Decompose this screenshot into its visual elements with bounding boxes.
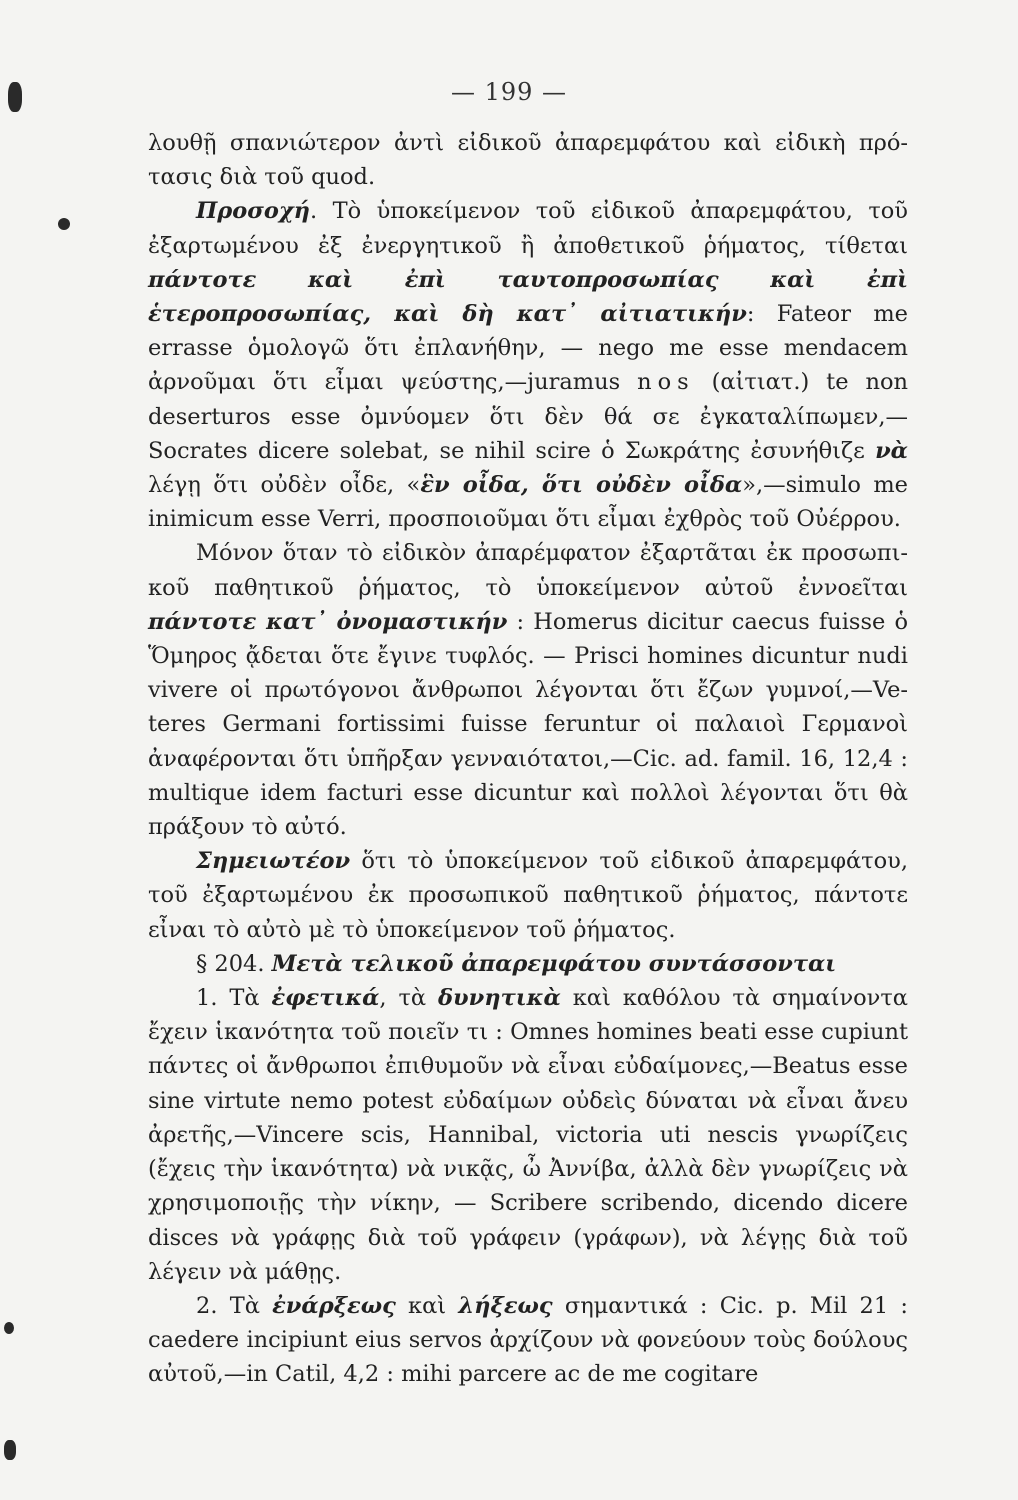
text-run: λέγῃ ὅτι οὐδὲν οἶδε, « (148, 472, 421, 499)
paragraph (148, 536, 908, 844)
text-run: : Homerus dicitur caecus fuisse ὁ Ὅμηρος ᾄδεται ὅτε ἔγινε τυφλός. — Prisci homines dicuntur nudi vivere οἱ πρωτόγονοι ἄνθρωποι λέγονται ὅτι ἔζων γυμνοί,—Veteres Germani fortissimi fuisse feruntur οἱ παλαιοὶ Γερμανοὶ ἀναφέρονται ὅτι ὑπῆρξαν γενναιότατοι,—Cic. ad. famil. 16, 12,4 : multique idem facturi esse dicuntur καὶ πολλοὶ λέγονται ὅτι θὰ πράξουν τὸ αὐτό. (148, 608, 908, 841)
page-number: — 199 — (450, 78, 568, 106)
scan-mark (4, 1322, 14, 1334)
scan-mark (8, 82, 22, 112)
paragraph (148, 1289, 908, 1392)
emphasis-text: Σημειωτέον (196, 848, 351, 875)
text-run: : Fateor me errasse ὁμολογῶ ὅτι ἐπλανήθην, — nego me esse mendacem ἀρνοῦμαι ὅτι εἶμαι ψεύστης,—juramus (148, 301, 909, 396)
text-run: Μόνον ὅταν τὸ εἰδικὸν ἀπαρέμφατον ἐξαρτᾶται ἐκ προσωπικοῦ παθητικοῦ ῥήματος, τὸ ὑποκείμενον αὐτοῦ ἐννοεῖται (148, 540, 908, 601)
paragraph (148, 947, 908, 981)
text-run: λουθῇ σπανιώτερον ἀντὶ εἰδικοῦ ἀπαρεμφάτου καὶ εἰδικὴ πρότασις διὰ τοῦ quod. (148, 130, 908, 191)
emphasis-text: πάντοτε κατ᾿ ὀνομαστικήν (148, 608, 508, 635)
emphasis-text: δυνητικὰ (438, 985, 561, 1012)
emphasis-text: λήξεως (458, 1292, 553, 1319)
emphasis-text: Μετὰ τελικοῦ ἀπαρεμφάτου συντάσσονται (271, 950, 837, 977)
text-run: . Τὸ ὑποκείμενον τοῦ εἰδικοῦ ἀπαρεμφάτου, τοῦ ἐξαρτωμένου ἐξ ἐνεργητικοῦ ἢ ἀποθετικοῦ ῥήματος, τίθεται (148, 198, 908, 259)
text-run: nos (637, 369, 695, 396)
emphasis-text: Προσοχή (196, 198, 310, 225)
paragraph (148, 194, 908, 536)
text-run: 2. Τὰ (196, 1292, 273, 1319)
emphasis-text: ἓν οἶδα, ὅτι οὐδὲν οἶδα (420, 472, 743, 499)
text-run: § 204. (196, 950, 272, 977)
paragraph (148, 844, 908, 947)
emphasis-text: ἐφετικά (271, 985, 380, 1012)
emphasis-text: πάντοτε καὶ ἐπὶ ταυτοπροσωπίας καὶ ἐπὶ ἑτεροπροσωπίας, καὶ δὴ κατ᾿ αἰτιατικήν (148, 266, 908, 328)
text-run: »,—simulo me inimicum esse Verri, προσποιοῦμαι ὅτι εἶμαι ἐχθρὸς τοῦ Οὐέρρου. (148, 472, 908, 533)
text-run: ὅτι τὸ ὑποκείμενον τοῦ εἰδικοῦ ἀπαρεμφάτου, τοῦ ἐξαρτωμένου ἐκ προσωπικοῦ παθητικοῦ ῥήματος, πάντοτε εἶναι τὸ αὐτὸ μὲ τὸ ὑποκείμενον τοῦ ῥήματος. (148, 848, 908, 943)
paragraph (148, 126, 908, 194)
text-run: σημαντικά : Cic. p. Mil 21 : caedere incipiunt eius servos ἀρχίζουν νὰ φονεύουν τοὺς δούλους αὐτοῦ,—in Catil, 4,2 : mihi parcere ac de me cogitare (148, 1292, 908, 1388)
emphasis-text: ἐνάρξεως (272, 1292, 396, 1319)
emphasis-text: νὰ (875, 437, 908, 464)
body-text (148, 126, 908, 1392)
paragraph (148, 981, 908, 1289)
text-run: (αἰτιατ.) te non deserturos esse ὀμνύομεν ὅτι δὲν θά σε ἐγκαταλίπωμεν,—Socrates dicere solebat, se nihil scire ὁ Σωκράτης ἐσυνήθιζε (148, 369, 908, 464)
text-run: 1. Τὰ (196, 985, 272, 1012)
scan-mark (58, 218, 70, 230)
text-run: καὶ καθόλου τὰ σημαίνοντα ἔχειν ἱκανότητα τοῦ ποιεῖν τι : Omnes homines beati esse cupiunt πάντες οἱ ἄνθρωποι ἐπιθυμοῦν νὰ εἶναι εὐδαίμονες,—Beatus esse sine virtute nemo potest εὐδαίμων οὐδεὶς δύναται νὰ εἶναι ἄνευ ἀρετῆς,—Vincere scis, Hannibal, victoria uti nescis γνωρίζεις (ἔχεις τὴν ἱκανότητα) νὰ νικᾷς, ὦ Ἀννίβα, ἀλλὰ δὲν γνωρίζεις νὰ χρησιμοποιῇς τὴν νίκην, — Scribere scribendo, dicendo dicere disces νὰ γράφῃς διὰ τοῦ γράφειν (γράφων), νὰ λέγῃς διὰ τοῦ λέγειν νὰ μάθῃς. (148, 985, 908, 1285)
text-run: , τὰ (379, 985, 439, 1012)
scan-mark (4, 1440, 16, 1460)
text-run: καὶ (395, 1292, 459, 1319)
